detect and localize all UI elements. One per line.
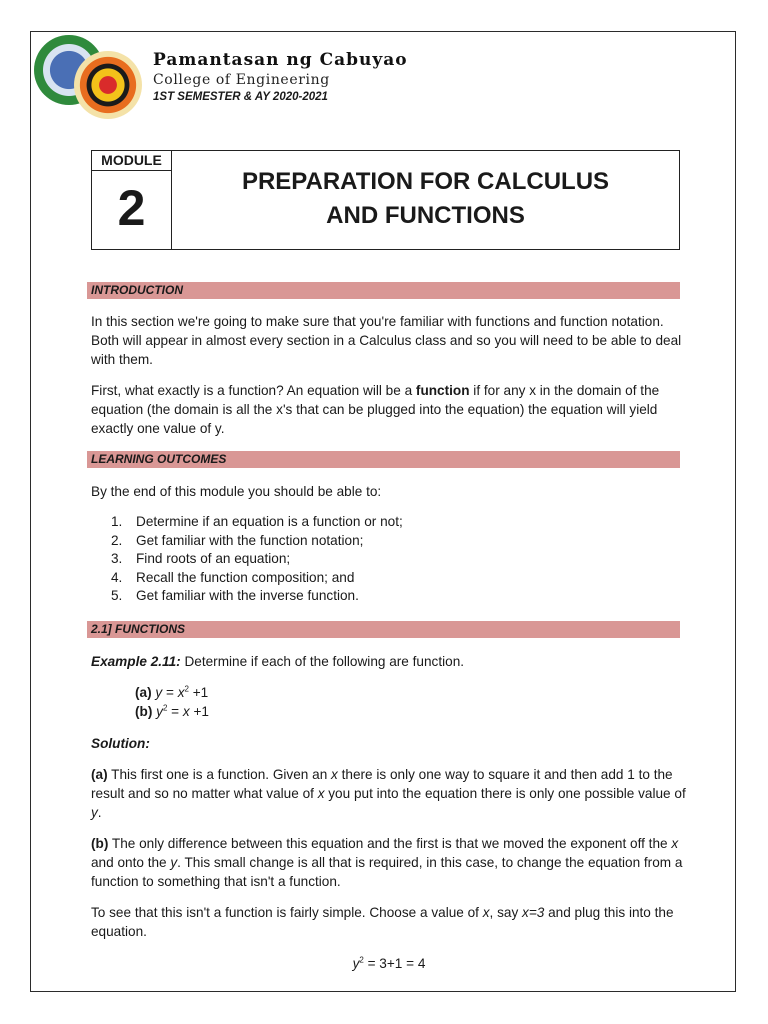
module-title-line2: AND FUNCTIONS [326,202,525,229]
eq-label: (b) [135,704,153,719]
solution-text: The only difference between this equation and the first is that we moved the exponent off the [108,836,672,851]
list-number: 5. [111,588,123,604]
module-label: MODULE [92,151,171,171]
solution-part-label: (a) [91,767,108,782]
math-var: y [170,855,178,870]
document-header [153,50,408,103]
module-title-line1: PREPARATION FOR CALCULUS [241,168,610,195]
solution-part-label: (b) [91,836,109,851]
list-text: Get familiar with the function notation; [136,532,364,548]
list-item [111,513,671,532]
intro-paragraph-1: In this section we're going to make sure that you're familiar with functions and function notation. Both will appear in almost every section in a Calculus class and so you will need to be able to deal with them. [91,314,682,367]
example-line [91,652,687,671]
outcomes-lead: By the end of this module you should be able to: [91,484,382,499]
math-var: x=3 [522,905,545,920]
list-number: 1. [111,514,123,529]
solution-text: . [97,805,102,820]
document-page [30,31,736,992]
eq-op: = [162,685,178,700]
solution-text: and onto the [91,855,171,870]
solution-label: Solution: [91,736,150,751]
example-label: Example 2.11: [91,654,181,669]
list-item [111,532,671,551]
example-text: Determine if each of the following are function. [180,654,465,669]
solution-paragraph-b [91,834,687,891]
solution-paragraph-c [91,903,687,941]
list-item [111,569,671,588]
math-var: x [331,767,338,782]
math-var: x [671,836,679,851]
intro-paragraph-2 [91,381,687,438]
solution-paragraph-a [91,765,687,822]
module-cell [92,151,172,249]
eq-exponent: 2 [162,703,168,713]
solution-text: To see that this isn't a function is fairly simple. Choose a value of [91,905,483,920]
section-learning-outcomes: LEARNING OUTCOMES [87,451,680,468]
eq-var: x [182,704,190,719]
list-text: Determine if an equation is a function or not; [136,514,403,529]
eq-exponent: 2 [184,684,189,694]
list-text: Get familiar with the inverse function. [136,588,359,604]
solution-text: This first one is a function. Given an [107,767,332,782]
solution-text: there is only one way to square it and then add 1 to the result and so no matter what value of [91,767,673,801]
list-number: 2. [111,532,123,548]
section-functions: 2.1] FUNCTIONS [87,621,680,638]
math-var: y [91,805,98,820]
eq-var: x [177,685,185,700]
solution-text: you put into the equation there is only one possible value of [324,786,686,801]
section-introduction: INTRODUCTION [87,282,680,299]
list-text: Find roots of an equation; [136,551,291,567]
math-var: x [482,905,490,920]
eq-label: (a) [135,685,152,700]
outcomes-list [111,513,671,606]
solution-text: , say [489,905,523,920]
eq-var: y [155,685,163,700]
solution-equation [91,954,687,973]
module-number: 2 [117,180,146,236]
eq-exponent: 2 [359,955,364,965]
engineering-seal-logo [74,51,142,119]
list-item [111,550,671,569]
solution-text: . This small change is all that is required, in this case, to change the equation from a function to something that isn't a function. [91,855,683,889]
intro-bold-term: function [415,383,470,398]
module-box [91,150,680,250]
college-name: College of Engineering [153,72,330,88]
eq-op: = [167,704,183,719]
intro-text: First, what exactly is a function? An equation will be a [91,383,416,398]
eq-rest: = 3+1 = 4 [363,956,426,971]
intro-text: if for any x in the domain of the equation (the domain is all the x's that can be plugged into the equation) the equation will yield exactly one value of y. [91,383,660,436]
equation-b [135,702,535,721]
list-number: 3. [111,551,123,567]
list-item [111,587,671,606]
school-logos [34,35,148,119]
eq-rest: +1 [188,685,209,700]
eq-rest: +1 [189,704,209,719]
module-title [172,165,679,233]
list-text: Recall the function composition; and [136,569,355,585]
eq-var: y [352,956,360,971]
school-name: Pamantasan ng Cabuyao [153,50,408,70]
semester-line: 1ST SEMESTER & AY 2020-2021 [153,91,328,103]
eq-var: y [156,704,163,719]
equation-a [135,683,535,702]
list-number: 4. [111,569,123,585]
math-var: x [317,786,325,801]
solution-text: and plug this into the equation. [91,905,674,939]
solution-heading [91,734,687,753]
